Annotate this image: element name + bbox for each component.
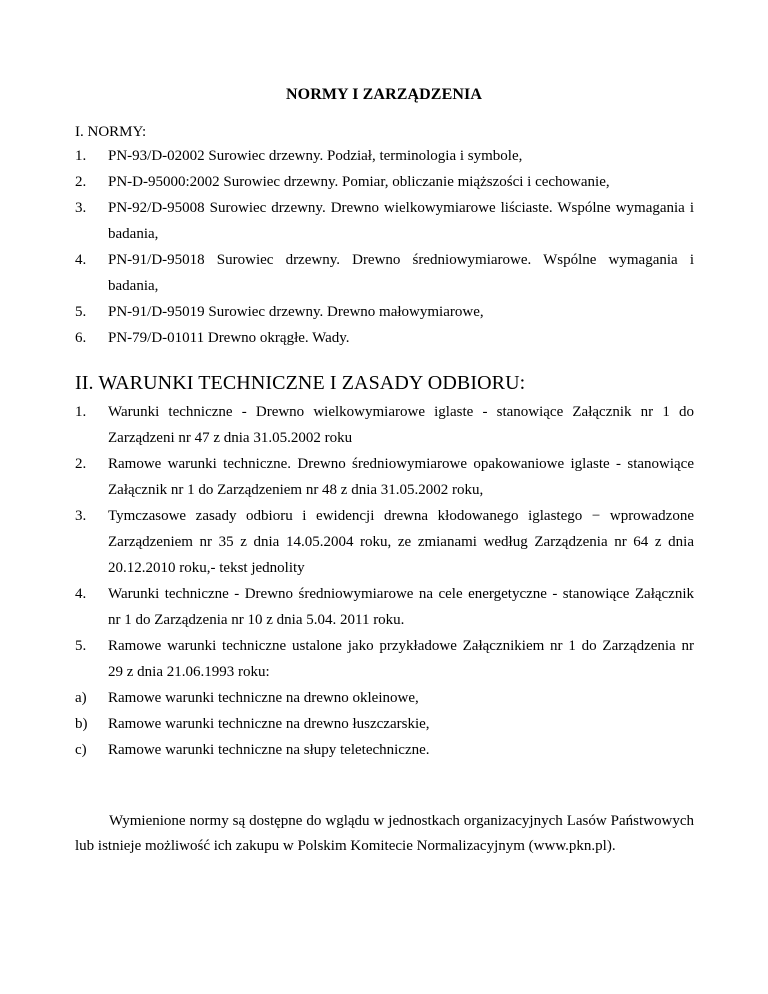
list-item-number: 4. (75, 586, 87, 602)
section2-heading: II. WARUNKI TECHNICZNE I ZASADY ODBIORU: (75, 372, 526, 394)
list-item-text: PN-79/D-01011 Drewno okrągłe. Wady. (108, 330, 350, 346)
list-item (75, 503, 694, 581)
list-item-text: PN-91/D-95019 Surowiec drzewny. Drewno małowymiarowe, (108, 304, 484, 320)
list-item (75, 195, 694, 247)
list-item-text: Ramowe warunki techniczne na słupy teletechniczne. (108, 742, 430, 758)
list-item-number: 4. (75, 252, 87, 268)
list-item-number: 5. (75, 304, 87, 320)
list-item-number: 3. (75, 200, 87, 216)
list-item-text: Tymczasowe zasady odbioru i ewidencji drewna kłodowanego iglastego − wprowadzone (108, 508, 694, 524)
list-item-text: Warunki techniczne - Drewno wielkowymiarowe iglaste - stanowiące Załącznik nr 1 do (108, 404, 694, 420)
list-item (75, 737, 694, 763)
list-item-text: Ramowe warunki techniczne. Drewno średniowymiarowe opakowaniowe iglaste - stanowiące (108, 456, 694, 472)
list-item-text: Warunki techniczne - Drewno średniowymiarowe na cele energetyczne - stanowiące Załącznik (108, 586, 694, 602)
list-item-text: PN-D-95000:2002 Surowiec drzewny. Pomiar, obliczanie miąższości i cechowanie, (108, 174, 610, 190)
list-item-letter: a) (75, 690, 87, 706)
list-item-number: 6. (75, 330, 87, 346)
list-item-continuation: Załącznik nr 1 do Zarządzeniem nr 48 z dnia 31.05.2002 roku, (108, 482, 484, 498)
list-item-text: PN-91/D-95018 Surowiec drzewny. Drewno średniowymiarowe. Wspólne wymagania i (108, 252, 694, 268)
list-item (75, 143, 694, 169)
list-item-number: 1. (75, 404, 87, 420)
list-item-continuation: badania, (108, 278, 159, 294)
list-item-letter: c) (75, 742, 87, 758)
list-item (75, 685, 694, 711)
list-item-text: PN-92/D-95008 Surowiec drzewny. Drewno wielkowymiarowe liściaste. Wspólne wymagania i (108, 200, 694, 216)
list-item-continuation: 29 z dnia 21.06.1993 roku: (108, 664, 270, 680)
page-title: NORMY I ZARZĄDZENIA (286, 86, 482, 103)
list-item (75, 299, 694, 325)
list-item (75, 581, 694, 633)
list-item (75, 451, 694, 503)
list-item (75, 169, 694, 195)
list-item (75, 399, 694, 451)
list-item-text: Ramowe warunki techniczne na drewno łuszczarskie, (108, 716, 430, 732)
list-item-number: 5. (75, 638, 87, 654)
norms-list (75, 143, 694, 351)
list-item (75, 247, 694, 299)
list-item-continuation: Zarządzeniem nr 35 z dnia 14.05.2004 roku, ze zmianami według Zarządzenia nr 64 z dnia (108, 534, 694, 550)
list-item-continuation: badania, (108, 226, 159, 242)
conditions-list (75, 399, 694, 763)
list-item-text: Ramowe warunki techniczne ustalone jako przykładowe Załącznikiem nr 1 do Zarządzenia nr (108, 638, 694, 654)
list-item-continuation: nr 1 do Zarządzenia nr 10 z dnia 5.04. 2011 roku. (108, 612, 405, 628)
list-item-text: PN-93/D-02002 Surowiec drzewny. Podział, terminologia i symbole, (108, 148, 523, 164)
availability-note: Wymienione normy są dostępne do wglądu w jednostkach organizacyjnych Lasów Państwowych lub istnieje możliwość ich zakupu w Polskim Komitecie Normalizacyjnym (www.pkn.pl). (75, 813, 694, 854)
list-item-letter: b) (75, 716, 88, 732)
list-item-continuation: Zarządzeni nr 47 z dnia 31.05.2002 roku (108, 430, 353, 446)
list-item-text: Ramowe warunki techniczne na drewno okleinowe, (108, 690, 419, 706)
section1-heading: I. NORMY: (75, 124, 147, 140)
list-item-number: 3. (75, 508, 87, 524)
list-item (75, 325, 694, 351)
list-item-number: 2. (75, 456, 87, 472)
list-item (75, 633, 694, 685)
list-item-number: 2. (75, 174, 87, 190)
list-item-number: 1. (75, 148, 87, 164)
list-item (75, 711, 694, 737)
list-item-continuation: 20.12.2010 roku,- tekst jednolity (108, 560, 305, 576)
